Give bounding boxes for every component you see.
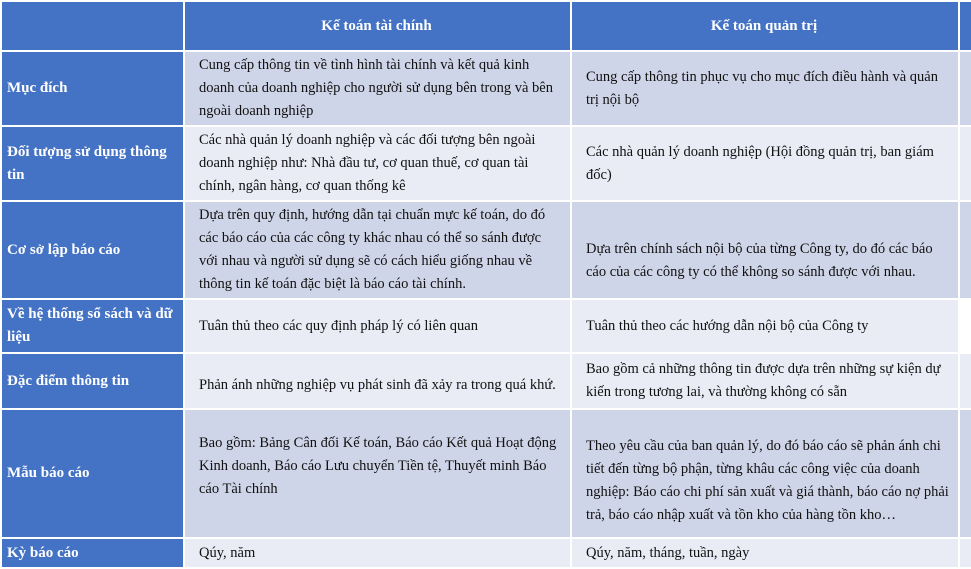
extra-cell	[959, 538, 971, 568]
table-row	[1, 201, 971, 299]
table-row	[1, 126, 971, 201]
header-management-accounting: Kế toán quản trị	[571, 1, 959, 51]
table-row	[1, 51, 971, 126]
cell-management-information-features: Bao gồm cả những thông tin được dựa trên những sự kiện dự kiến trong tương lai, và thường không có sẵn	[571, 353, 959, 409]
cell-management-users: Các nhà quản lý doanh nghiệp (Hội đồng quản trị, ban giám đốc)	[571, 126, 959, 201]
cell-management-report-forms: Theo yêu cầu của ban quản lý, do đó báo cáo sẽ phản ánh chi tiết đến từng bộ phận, từng khâu các công việc của doanh nghiệp: Báo cáo chi phí sản xuất và giá thành, báo cáo nợ phải trả, báo cáo nhập xuất và tồn kho của hàng tồn kho…	[571, 409, 959, 538]
row-header-users: Đối tượng sử dụng thông tin	[1, 126, 184, 201]
cell-financial-records-system: Tuân thủ theo các quy định pháp lý có liên quan	[184, 299, 571, 353]
header-corner-cell	[1, 1, 184, 51]
cell-financial-reporting-basis: Dựa trên quy định, hướng dẫn tại chuẩn mực kế toán, do đó các báo cáo của các công ty khác nhau có thể so sánh được với nhau và người sử dụng sẽ có cách hiểu giống nhau về thông tin kế toán đặc biệt là báo cáo tài chính.	[184, 201, 571, 299]
header-row	[1, 1, 971, 51]
cell-financial-reporting-period: Qúy, năm	[184, 538, 571, 568]
table-row	[1, 538, 971, 568]
table-row	[1, 409, 971, 538]
header-financial-accounting: Kế toán tài chính	[184, 1, 571, 51]
row-header-information-features: Đặc điểm thông tin	[1, 353, 184, 409]
extra-cell	[959, 353, 971, 409]
table-row	[1, 353, 971, 409]
row-header-purpose: Mục đích	[1, 51, 184, 126]
cell-financial-information-features: Phản ánh những nghiệp vụ phát sinh đã xảy ra trong quá khứ.	[184, 353, 571, 409]
extra-cell	[959, 299, 971, 353]
extra-cell	[959, 409, 971, 538]
cell-financial-users: Các nhà quản lý doanh nghiệp và các đối tượng bên ngoài doanh nghiệp như: Nhà đầu tư, cơ quan thuế, cơ quan tài chính, ngân hàng, cơ quan thống kê	[184, 126, 571, 201]
cell-management-records-system: Tuân thủ theo các hướng dẫn nội bộ của Công ty	[571, 299, 959, 353]
cell-financial-purpose: Cung cấp thông tin về tình hình tài chính và kết quả kinh doanh của doanh nghiệp cho người sử dụng bên trong và bên ngoài doanh nghiệp	[184, 51, 571, 126]
table-row	[1, 299, 971, 353]
extra-cell	[959, 51, 971, 126]
extra-cell	[959, 126, 971, 201]
extra-cell	[959, 201, 971, 299]
header-extra-column	[959, 1, 971, 51]
cell-management-reporting-period: Qúy, năm, tháng, tuần, ngày	[571, 538, 959, 568]
row-header-reporting-basis: Cơ sở lập báo cáo	[1, 201, 184, 299]
row-header-records-system: Về hệ thống sổ sách và dữ liệu	[1, 299, 184, 353]
cell-financial-report-forms: Bao gồm: Bảng Cân đối Kế toán, Báo cáo Kết quả Hoạt động Kinh doanh, Báo cáo Lưu chuyển Tiền tệ, Thuyết minh Báo cáo Tài chính	[184, 409, 571, 538]
row-header-reporting-period: Kỳ báo cáo	[1, 538, 184, 568]
cell-management-purpose: Cung cấp thông tin phục vụ cho mục đích điều hành và quản trị nội bộ	[571, 51, 959, 126]
cell-management-reporting-basis: Dựa trên chính sách nội bộ của từng Công ty, do đó các báo cáo của các công ty có thể không so sánh được với nhau.	[571, 201, 959, 299]
row-header-report-forms: Mẫu báo cáo	[1, 409, 184, 538]
